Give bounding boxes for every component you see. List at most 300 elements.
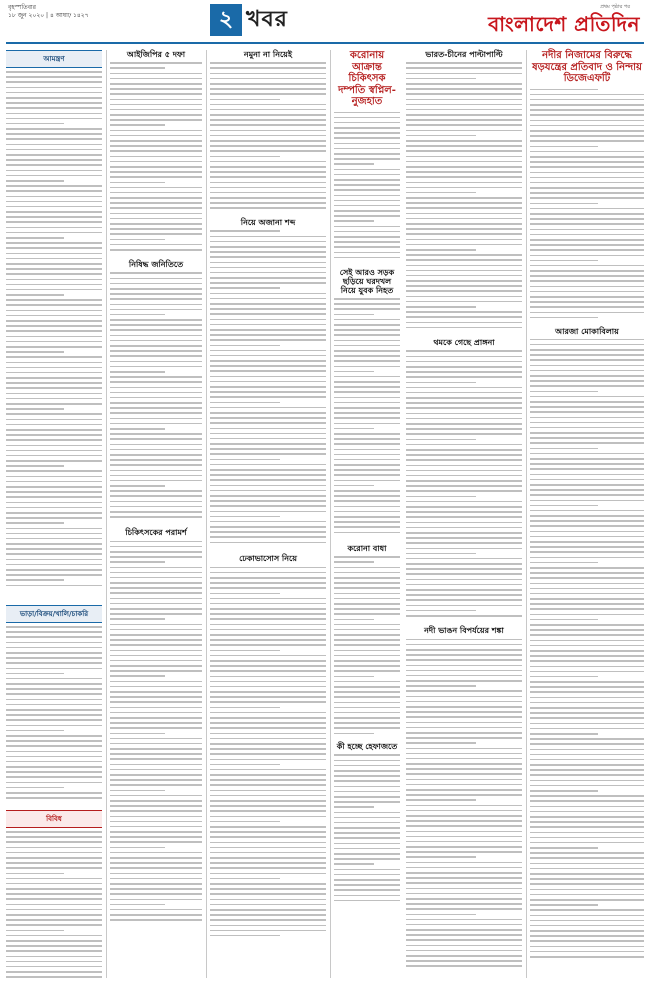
text-line (334, 236, 400, 238)
text-line (210, 873, 326, 875)
text-line (110, 681, 202, 683)
text-line (334, 707, 400, 709)
text-line (406, 459, 522, 461)
text-line (6, 888, 102, 890)
text-line (6, 196, 102, 198)
article-body (406, 62, 522, 332)
text-line (210, 909, 326, 911)
classifieds-column (6, 50, 102, 981)
text-line (110, 546, 202, 548)
text-line (110, 340, 202, 342)
text-line (6, 502, 102, 504)
text-line (334, 650, 400, 652)
text-line (210, 402, 280, 404)
text-line (210, 670, 326, 672)
text-line (6, 180, 64, 182)
text-line (530, 852, 644, 854)
text-line (210, 171, 326, 173)
text-line (530, 192, 644, 194)
text-line (110, 582, 202, 584)
text-line (110, 618, 165, 620)
text-line (406, 903, 522, 905)
text-line (334, 241, 400, 243)
text-line (334, 371, 374, 373)
text-line (110, 93, 202, 95)
text-line (6, 221, 102, 223)
text-line (110, 67, 165, 69)
text-line (6, 725, 102, 727)
text-line (530, 681, 644, 683)
text-line (406, 356, 522, 358)
text-line (6, 522, 64, 524)
text-line (530, 707, 644, 709)
text-line (210, 381, 326, 383)
text-line (110, 857, 202, 859)
text-line (530, 728, 644, 730)
text-line (6, 289, 102, 291)
text-line (210, 192, 326, 194)
text-line (110, 852, 202, 854)
header-rule (6, 42, 644, 44)
text-line (334, 863, 374, 865)
text-line (530, 697, 644, 699)
text-line (6, 170, 102, 172)
text-line (406, 799, 476, 801)
text-line (110, 197, 202, 199)
text-line (334, 257, 400, 259)
text-line (6, 232, 102, 234)
text-line (210, 624, 326, 626)
text-line (530, 868, 644, 870)
text-line (334, 832, 400, 834)
text-line (406, 285, 522, 287)
text-line (210, 639, 326, 641)
text-line (334, 324, 400, 326)
text-line (334, 572, 400, 574)
text-line (110, 166, 202, 168)
text-line (406, 690, 522, 692)
text-line (334, 169, 400, 171)
text-line (110, 314, 165, 316)
text-line (406, 649, 522, 651)
text-line (110, 438, 202, 440)
text-line (530, 940, 644, 942)
text-line (110, 888, 202, 890)
text-line (210, 511, 326, 513)
text-line (210, 428, 326, 430)
text-line (530, 759, 644, 761)
text-line (334, 438, 400, 440)
text-line (6, 247, 102, 249)
text-line (210, 130, 326, 132)
text-line (6, 662, 102, 664)
text-line (6, 841, 102, 843)
column-divider (206, 50, 207, 978)
text-line (110, 62, 202, 64)
text-line (334, 665, 400, 667)
classified-text-block (6, 71, 102, 599)
text-line (530, 904, 598, 906)
text-line (6, 782, 102, 784)
text-line (530, 577, 644, 579)
text-line (110, 909, 202, 911)
text-line (406, 877, 522, 879)
text-line (110, 78, 202, 80)
text-line (406, 83, 522, 85)
text-line (210, 187, 326, 189)
text-line (110, 366, 202, 368)
text-line (530, 769, 644, 771)
text-line (406, 882, 522, 884)
text-line (210, 495, 326, 497)
text-line (530, 286, 644, 288)
text-line (530, 375, 644, 377)
text-line (6, 346, 102, 348)
text-line (334, 376, 400, 378)
text-line (334, 329, 400, 331)
text-line (334, 696, 400, 698)
text-line (406, 387, 522, 389)
text-line (110, 202, 202, 204)
text-line (530, 749, 644, 751)
text-line (6, 688, 102, 690)
text-line (110, 428, 165, 430)
text-line (6, 362, 102, 364)
text-line (6, 719, 102, 721)
text-line (530, 541, 644, 543)
text-line (210, 810, 326, 812)
text-line (334, 132, 400, 134)
article-body (110, 62, 202, 254)
text-line (406, 233, 522, 235)
text-line (210, 479, 326, 481)
text-line (6, 320, 102, 322)
article-headline: কী হচ্ছে হেফাজতে (336, 742, 398, 752)
text-line (406, 748, 522, 750)
text-line (334, 532, 400, 534)
text-line (334, 900, 400, 902)
article-body (406, 350, 522, 620)
text-line (406, 109, 522, 111)
text-line (530, 291, 644, 293)
text-line (210, 412, 326, 414)
text-line (530, 608, 644, 610)
text-line (6, 118, 102, 120)
text-line (530, 104, 644, 106)
text-line (110, 480, 202, 482)
text-line (334, 231, 400, 233)
article-body (530, 89, 644, 321)
text-line (210, 443, 326, 445)
text-line (6, 919, 102, 921)
article-body (334, 298, 400, 538)
text-line (6, 935, 102, 937)
text-line (6, 745, 102, 747)
text-line (110, 701, 202, 703)
text-line (6, 367, 102, 369)
text-line (530, 946, 644, 948)
text-line (530, 135, 644, 137)
text-line (530, 265, 644, 267)
text-line (110, 228, 202, 230)
text-line (110, 577, 202, 579)
text-line (406, 166, 522, 168)
section-title: খবর (246, 7, 288, 32)
text-line (210, 603, 326, 605)
text-line (334, 449, 400, 451)
text-line (6, 559, 102, 561)
text-line (110, 758, 202, 760)
text-line (110, 73, 202, 75)
text-line (110, 707, 202, 709)
text-line (406, 758, 522, 760)
text-line (406, 670, 522, 672)
text-line (210, 722, 326, 724)
text-line (6, 273, 102, 275)
text-line (6, 496, 102, 498)
text-line (6, 751, 102, 753)
text-line (6, 299, 102, 301)
text-line (406, 965, 522, 967)
article-headline: নদী ভাঙন বিপর্যয়ের শঙ্কা (424, 626, 504, 636)
text-line (530, 468, 644, 470)
text-line (406, 810, 522, 812)
text-line (406, 470, 522, 472)
text-line (406, 763, 522, 765)
text-line (110, 223, 202, 225)
text-line (334, 812, 400, 814)
text-line (210, 748, 326, 750)
text-line (6, 862, 102, 864)
text-line (110, 717, 202, 719)
text-line (6, 185, 102, 187)
text-line (334, 733, 374, 735)
text-line (6, 356, 102, 358)
text-line (6, 387, 102, 389)
text-line (406, 605, 522, 607)
text-line (530, 951, 644, 953)
text-line (530, 172, 644, 174)
text-line (334, 516, 400, 518)
text-line (406, 716, 522, 718)
text-line (530, 717, 644, 719)
text-line (210, 386, 326, 388)
text-line (6, 377, 102, 379)
text-line (110, 816, 202, 818)
text-line (210, 88, 326, 90)
text-line (210, 350, 326, 352)
text-line (6, 883, 102, 885)
text-line (210, 660, 326, 662)
text-line (110, 150, 202, 152)
text-line (210, 572, 326, 574)
text-line (210, 914, 326, 916)
text-line (530, 546, 644, 548)
text-line (530, 109, 644, 111)
text-line (6, 304, 102, 306)
text-line (210, 99, 280, 101)
article-headline: নদীর নিজামের বিরুদ্ধে ষড়যন্ত্রের প্রতিবাদ ও নিন্দায় ডিজেএফটি (532, 50, 642, 84)
text-line (6, 242, 102, 244)
article-body (110, 272, 202, 522)
text-line (210, 526, 326, 528)
text-line (6, 424, 102, 426)
text-line (406, 270, 522, 272)
text-line (406, 350, 522, 352)
text-line (210, 355, 326, 357)
text-line (6, 771, 102, 773)
text-line (6, 831, 102, 833)
text-line (334, 143, 400, 145)
text-line (406, 145, 522, 147)
text-line (406, 553, 476, 555)
text-line (334, 780, 400, 782)
text-line (6, 268, 102, 270)
text-line (334, 624, 400, 626)
text-line (6, 642, 102, 644)
text-line (530, 317, 598, 319)
text-line (110, 919, 202, 921)
text-line (406, 382, 476, 384)
text-line (530, 593, 644, 595)
text-line (530, 614, 644, 616)
text-line (334, 874, 400, 876)
text-line (334, 490, 400, 492)
text-line (334, 889, 400, 891)
text-line (6, 966, 102, 968)
text-line (406, 831, 522, 833)
text-line (334, 153, 400, 155)
text-line (6, 92, 102, 94)
text-line (6, 704, 102, 706)
text-line (110, 712, 202, 714)
text-line (530, 557, 644, 559)
text-line (530, 187, 644, 189)
text-line (406, 584, 522, 586)
text-line (406, 124, 522, 126)
text-line (210, 104, 326, 106)
text-line (530, 795, 644, 797)
text-line (110, 686, 202, 688)
text-line (210, 298, 326, 300)
text-line (210, 727, 326, 729)
text-line (406, 654, 522, 656)
text-line (334, 853, 400, 855)
text-line (406, 140, 522, 142)
text-line (530, 920, 644, 922)
text-line (110, 501, 202, 503)
text-line (210, 308, 326, 310)
text-line (530, 120, 644, 122)
news-column-3 (210, 50, 326, 945)
text-line (406, 244, 522, 246)
text-line (6, 190, 102, 192)
article-headline: নিষিদ্ধ জনিতিতে (128, 260, 184, 270)
text-line (406, 737, 522, 739)
text-line (6, 898, 102, 900)
text-line (6, 81, 102, 83)
text-line (110, 449, 202, 451)
text-line (530, 837, 644, 839)
text-line (530, 161, 644, 163)
text-line (6, 867, 102, 869)
text-line (6, 341, 102, 343)
text-line (334, 454, 400, 456)
text-line (406, 820, 522, 822)
text-line (210, 370, 326, 372)
text-line (334, 791, 400, 793)
text-line (6, 904, 102, 906)
text-line (334, 443, 400, 445)
date-block (8, 4, 168, 20)
text-line (406, 711, 522, 713)
text-line (406, 675, 522, 677)
text-line (406, 254, 522, 256)
text-line (334, 895, 400, 897)
text-line (110, 272, 202, 274)
text-line (406, 696, 522, 698)
text-line (406, 290, 522, 292)
text-line (530, 743, 644, 745)
text-line (406, 397, 522, 399)
text-line (210, 701, 326, 703)
text-line (530, 401, 644, 403)
text-line (406, 722, 522, 724)
text-line (210, 836, 326, 838)
text-line (110, 567, 202, 569)
text-line (110, 376, 202, 378)
text-line (110, 867, 202, 869)
text-line (110, 506, 202, 508)
text-line (530, 391, 598, 393)
text-line (530, 645, 644, 647)
article-body (210, 62, 326, 212)
text-line (110, 130, 202, 132)
text-line (6, 956, 102, 958)
text-line (210, 930, 326, 932)
text-line (334, 884, 400, 886)
text-line (110, 847, 165, 849)
text-line (530, 691, 644, 693)
text-line (210, 712, 326, 714)
text-line (530, 140, 644, 142)
text-line (6, 258, 102, 260)
text-line (530, 780, 644, 782)
text-line (530, 764, 644, 766)
text-line (406, 192, 476, 194)
text-line (210, 438, 326, 440)
text-line (110, 696, 202, 698)
article-headline: সেই আরও সড়ক ছড়িয়ে ঘরদখল নিয়ে যুবক নিহত (339, 267, 395, 295)
text-line (6, 636, 102, 638)
text-line (6, 668, 102, 670)
text-line (6, 465, 64, 467)
text-line (406, 361, 522, 363)
text-line (334, 775, 400, 777)
text-line (530, 239, 644, 241)
text-line (406, 706, 522, 708)
text-line (210, 800, 326, 802)
text-line (110, 278, 202, 280)
logo-name: বাংলাদেশ প্রতিদিন (488, 12, 640, 36)
text-line (406, 851, 522, 853)
text-line (210, 779, 326, 781)
text-line (406, 475, 522, 477)
text-line (210, 396, 326, 398)
article-body (210, 230, 326, 548)
text-line (210, 161, 326, 163)
text-line (6, 579, 64, 581)
